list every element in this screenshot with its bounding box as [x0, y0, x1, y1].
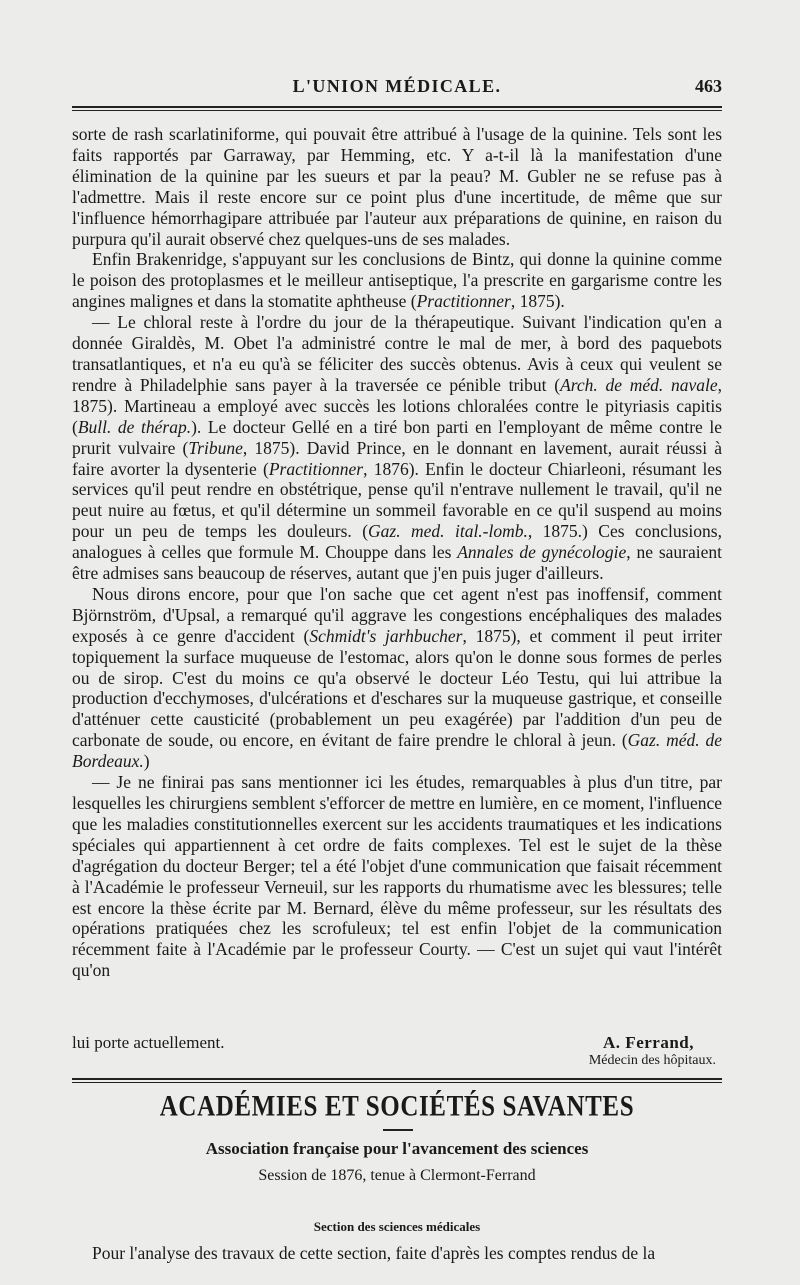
journal-reference: Gaz. med. ital.-lomb. [368, 521, 528, 542]
paragraph-quinine: sorte de rash scarlatiniforme, qui pouvait être attribué à l'usage de la quinine. Tels sont les faits rapportés par Garraway, par Hemming, etc. Y a-t-il là la manifestation d'une élimination de la quinine par les sueurs et par la peau? M. Gubler ne se refuse pas à l'admettre. Mais il reste encore sur ce point plus d'une incertitude, de même que sur l'influence hémorrhagipare attribuée par l'auteur aux préparations de quinine, en raison du purpura qu'il aurait observé chez quelques-uns de ses malades. [72, 124, 722, 249]
section-divider [72, 1078, 722, 1080]
article-body [72, 124, 722, 981]
association-heading: Association française pour l'avancement des sciences [205, 1139, 589, 1158]
header-rule [72, 106, 722, 108]
running-title: L'UNION MÉDICALE. [292, 76, 502, 96]
subsection-heading: Section des sciences médicales [313, 1219, 481, 1234]
title-ornament-rule [383, 1129, 413, 1131]
header-rule-thin [72, 110, 722, 111]
session-line: Session de 1876, tenue à Clermont-Ferrand [258, 1167, 536, 1184]
journal-reference: Schmidt's jarhbucher [309, 625, 463, 646]
paragraph-brakenridge: Enfin Brakenridge, s'appuyant sur les conclusions de Bintz, qui donne la quinine comme le poison des protoplasmes et le meilleur antiseptique, l'a prescrite en gargarisme contre les angines malignes et dans la stomatite aphtheuse (Practitionner, 1875). [72, 249, 722, 312]
journal-reference: Gaz. méd. de Bordeaux. [72, 730, 723, 772]
journal-reference: Arch. de méd. navale [560, 374, 718, 395]
journal-reference: Tribune [188, 437, 243, 458]
section-first-line: Pour l'analyse des travaux de cette section, faite d'après les comptes rendus de la [92, 1243, 656, 1263]
author-name: A. Ferrand, [603, 1033, 694, 1052]
page-header [72, 74, 722, 104]
journal-reference: Practitionner [268, 458, 364, 479]
journal-reference: Annales de gynécologie [457, 542, 627, 563]
paragraph-surgery: — Je ne finirai pas sans mentionner ici les études, remarquables à plus d'un titre, par lesquelles les chirurgiens semblent s'efforcer de mettre en lumière, en ce moment, l'influence que les maladies constitutionnelles exercent sur les accidents traumatiques et les indications spéciales qui appartiennent à cet ordre de faits complexes. Tel est le sujet de la thèse d'agrégation du docteur Berger; tel a été l'objet d'une communication que faisait récemment à l'Académie le professeur Verneuil, sur les rapports du rhumatisme avec les blessures; telle est encore la thèse écrite par M. Bernard, élève du même professeur, sur les résultats des opérations pratiquées chez les scrofuleux; tel est enfin l'objet de la communication récemment faite à l'Académie par le professeur Courty. — C'est un sujet qui vaut l'intérêt qu'on [72, 772, 723, 981]
page-number: 463 [695, 76, 722, 96]
section-divider-thin [72, 1082, 722, 1083]
paragraph-chloral: — Le chloral reste à l'ordre du jour de la thérapeutique. Suivant l'indication qu'en a donnée Giraldès, M. Obet l'a administré contre le mal de mer, à bord des paquebots transatlantiques, et n'a eu qu'à se féliciter des succès obtenus. Avis à ceux qui veulent se rendre à Philadelphie sans payer à la traversée ce pénible tribut (Arch. de méd. navale, 1875). Martineau a employé avec succès les lotions chloralées contre le pityriasis capitis (Bull. de thérap.). Le docteur Gellé en a tiré bon parti en l'employant de même contre le prurit vulvaire (Tribune, 1875). David Prince, en le donnant en lavement, aurait réussi à faire avorter la dysenterie (Practitionner, 1876). Enfin le docteur Chiarleoni, résumant les services qu'il peut rendre en obstétrique, pense qu'il n'entrave nullement le travail, qu'il ne peut nuire au fœtus, et qu'il détermine un sommeil favorable en ce qu'il suspend au moins pour un peu de temps les douleurs. (Gaz. med. ital.-lomb., 1875.) Ces conclusions, analogues à celles que formule M. Chouppe dans les Annales de gynécologie, ne sauraient être admises sans beaucoup de réserves, autant que j'en puis juger d'ailleurs. [72, 312, 723, 584]
closing-line: lui porte actuellement. [72, 1033, 225, 1052]
section-title: ACADÉMIES ET SOCIÉTÉS SAVANTES [159, 1090, 635, 1123]
signature-block [72, 1033, 722, 1075]
paragraph-chloral-risks: Nous dirons encore, pour que l'on sache que cet agent n'est pas inoffensif, comment Björnström, d'Upsal, a remarqué qu'il aggrave les congestions encéphaliques des malades exposés à ce genre d'accident (Schmidt's jarhbucher, 1875), et comment il peut irriter topiquement la surface muqueuse de l'estomac, alors qu'on le donne sous formes de perles ou de sirop. C'est du moins ce qu'a observé le docteur Léo Testu, qui lui attribue la production d'ecchymoses, d'ulcérations et d'eschares sur la muqueuse gastrique, et conseille d'atténuer cette causticité (probablement un peu exagérée) par l'addition d'un peu de carbonate de soude, ou encore, en évitant de faire prendre le chloral à jeun. (Gaz. méd. de Bordeaux.) [72, 583, 723, 772]
journal-reference: Practitionner [416, 291, 511, 312]
author-role: Médecin des hôpitaux. [588, 1053, 716, 1068]
journal-reference: Bull. de thérap. [77, 416, 192, 437]
